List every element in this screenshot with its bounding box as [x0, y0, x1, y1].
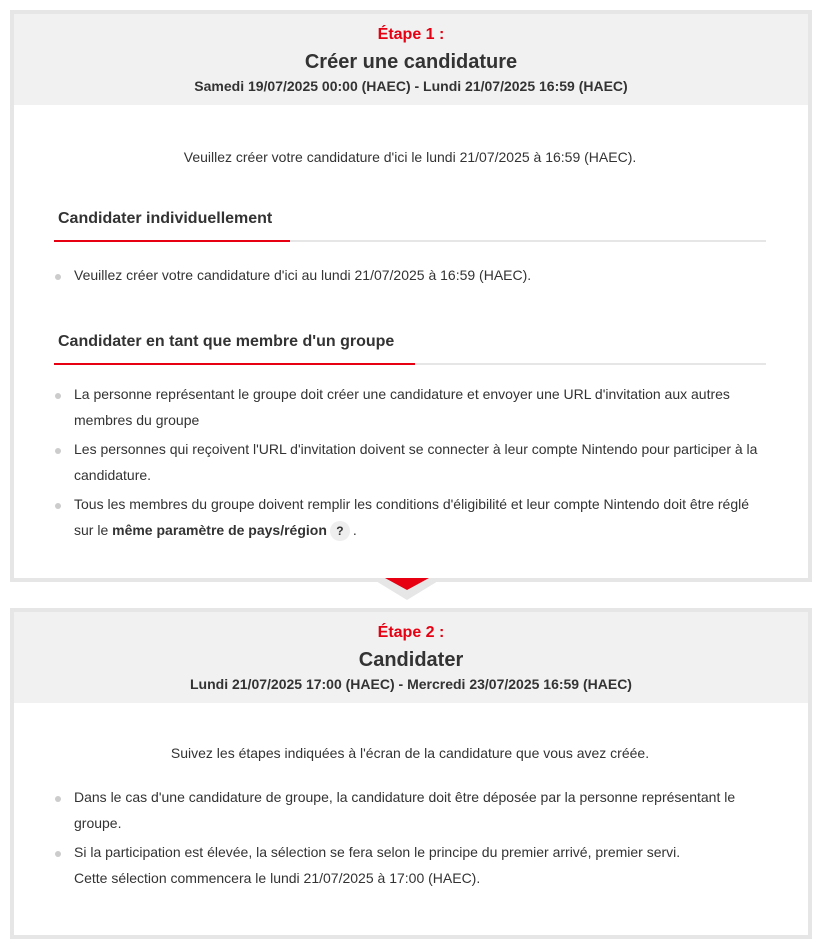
step-2-body: [14, 743, 808, 891]
list-item-line-2: Cette sélection commencera le lundi 21/07/2025 à 17:00 (HAEC).: [74, 870, 481, 886]
list-item: Veuillez créer votre candidature d'ici au lundi 21/07/2025 à 16:59 (HAEC).: [54, 262, 766, 288]
group-heading: Candidater en tant que membre d'un groupe: [54, 332, 766, 365]
step-1-intro: Veuillez créer votre candidature d'ici le lundi 21/07/2025 à 16:59 (HAEC).: [183, 149, 637, 165]
list-item: Dans le cas d'une candidature de groupe, la candidature doit être déposée par la personne représentant le groupe.: [54, 784, 766, 836]
step-2-header: [14, 612, 808, 703]
help-button[interactable]: ?: [330, 521, 350, 541]
step-2-title: Candidater: [358, 649, 464, 671]
list-item-suffix: .: [352, 522, 357, 538]
list-item: La personne représentant le groupe doit créer une candidature et envoyer une URL d'invitation aux autres membres du groupe: [54, 381, 766, 433]
step-1-header: [14, 14, 808, 105]
list-item: [54, 839, 766, 891]
step-2-dates: Lundi 21/07/2025 17:00 (HAEC) - Mercredi 23/07/2025 16:59 (HAEC): [190, 676, 632, 692]
list-item-line-1: Si la participation est élevée, la sélection se fera selon le principe du premier arrivé, premier servi.: [74, 844, 681, 860]
step-2-list: [54, 784, 766, 891]
list-item: Les personnes qui reçoivent l'URL d'invitation doivent se connecter à leur compte Nintendo pour participer à la candidature.: [54, 436, 766, 488]
country-setting-emphasis: même paramètre de pays/région: [112, 522, 327, 538]
step-1-title: Créer une candidature: [304, 51, 518, 73]
list-item: [54, 491, 766, 543]
group-list: [54, 381, 766, 543]
step-2-card: [10, 608, 812, 939]
step-2-intro: Suivez les étapes indiquées à l'écran de la candidature que vous avez créée.: [170, 745, 650, 761]
step-1-label: Étape 1 :: [377, 26, 445, 43]
step-1-card: [10, 10, 812, 582]
individual-heading: Candidater individuellement: [54, 209, 766, 242]
list-item-text: Tous les membres du groupe doivent remplir les conditions d'éligibilité et leur compte Nintendo doit être réglé sur le: [74, 496, 750, 538]
step-1-body: [14, 147, 808, 543]
step-2-label: Étape 2 :: [377, 624, 445, 641]
individual-list: [54, 262, 766, 288]
step-1-dates: Samedi 19/07/2025 00:00 (HAEC) - Lundi 21/07/2025 16:59 (HAEC): [194, 78, 628, 94]
step-arrow-inner-icon: [385, 578, 429, 590]
